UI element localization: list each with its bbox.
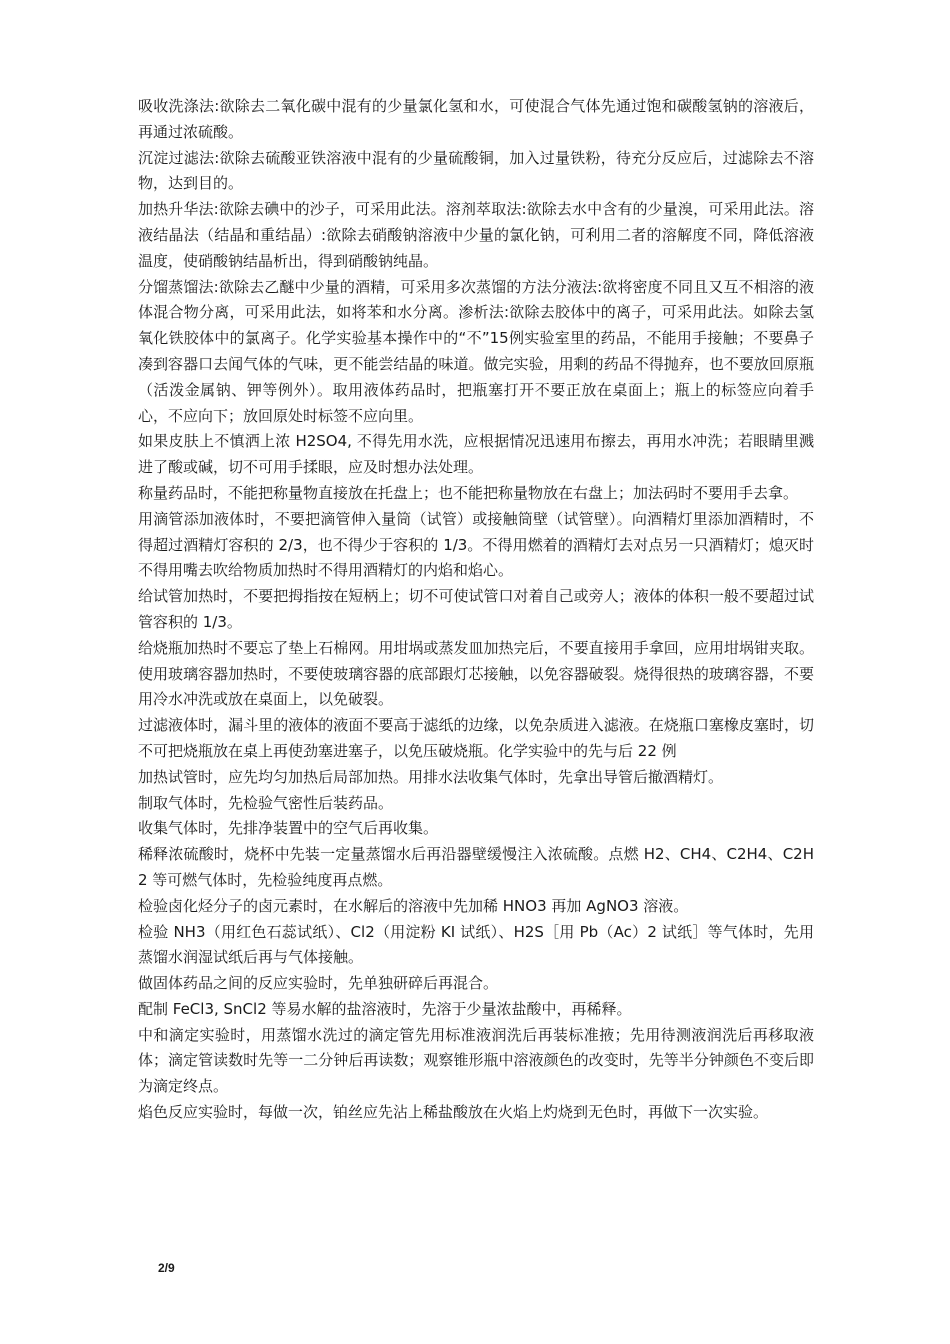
page-number: 2/9 [158,1261,175,1275]
paragraph-sublimation-extraction-crystallization: 加热升华法:欲除去碘中的沙子，可采用此法。溶剂萃取法:欲除去水中含有的少量溴，可采用此法。溶液结晶法（结晶和重结晶）:欲除去硝酸钠溶液中少量的氯化钠，可利用二者的溶解度不同，降低溶液温度，使硝酸钠结晶析出，得到硝酸钠纯晶。 [138,200,814,270]
paragraph-filtration-stopper: 过滤液体时，漏斗里的液体的液面不要高于滤纸的边缘，以免杂质进入滤液。在烧瓶口塞橡皮塞时，切不可把烧瓶放在桌上再使劲塞进塞子，以免压破烧瓶。化学实验中的先与后 22 例 [138,716,814,760]
paragraph-titration: 中和滴定实验时，用蒸馏水洗过的滴定管先用标准液润洗后再装标准掖；先用待测液润洗后再移取液体；滴定管读数时先等一二分钟后再读数；观察锥形瓶中溶液颜色的改变时，先等半分钟颜色不变后即为滴定终点。 [138,1025,814,1096]
paragraph-distillation-dialysis-rules: 分馏蒸馏法:欲除去乙醚中少量的酒精，可采用多次蒸馏的方法分液法:欲将密度不同且又互不相溶的液体混合物分离，可采用此法，如将苯和水分离。渗析法:欲除去胶体中的离子，可采用此法。如除去氢氧化铁胶体中的氯离子。化学实验基本操作中的“不”15例实验室里的药品，不能用手接触；不要鼻子凑到容器口去闻气体的气味，更不能尝结晶的味道。做完实验，用剩的药品不得抛弃，也不要放回原瓶（活泼金属钠、钾等例外）。取用液体药品时，把瓶塞打开不要正放在桌面上；瓶上的标签应向着手心，不应向下；放回原处时标签不应向里。 [138,277,814,425]
document-body [138,94,814,1126]
paragraph-heating-order: 加热试管时，应先均匀加热后局部加热。用排水法收集气体时，先拿出导管后撤酒精灯。 [138,767,724,786]
paragraph-gas-preparation: 制取气体时，先检验气密性后装药品。 [138,793,394,812]
paragraph-gas-collection: 收集气体时，先排净装置中的空气后再收集。 [138,819,439,838]
paragraph-dropper-alcohol-lamp: 用滴管添加液体时，不要把滴管伸入量筒（试管）或接触筒壁（试管壁）。向酒精灯里添加酒精时，不得超过酒精灯容积的 2/3，也不得少于容积的 1/3。不得用燃着的酒精灯去对点另一只酒精灯；熄灭时不得用嘴去吹给物质加热时不得用酒精灯的内焰和焰心。 [138,509,814,580]
paragraph-absorption-washing: 吸收洗涤法:欲除去二氧化碳中混有的少量氯化氢和水，可使混合气体先通过饱和碳酸氢钠的溶液后，再通过浓硫酸。 [138,97,814,141]
paragraph-gas-test-paper: 检验 NH3（用红色石蕊试纸）、Cl2（用淀粉 KI 试纸）、H2S［用 Pb（Ac）2 试纸］等气体时，先用蒸馏水润湿试纸后再与气体接触。 [138,922,814,967]
paragraph-dilution-ignition: 稀释浓硫酸时，烧杯中先装一定量蒸馏水后再沿器壁缓慢注入浓硫酸。点燃 H2、CH4、C2H4、C2H2 等可燃气体时，先检验纯度再点燃。 [138,845,814,889]
paragraph-halogen-test: 检验卤化烃分子的卤元素时，在水解后的溶液中先加稀 HNO3 再加 AgNO3 溶液。 [138,896,689,915]
paragraph-weighing: 称量药品时，不能把称量物直接放在托盘上；也不能把称量物放在右盘上；加法码时不要用手去拿。 [138,483,799,502]
paragraph-acid-skin-safety: 如果皮肤上不慎洒上浓 H2SO4, 不得先用水洗，应根据情况迅速用布擦去，再用水冲洗；若眼睛里溅进了酸或碱，切不可用手揉眼，应及时想办法处理。 [138,432,814,477]
paragraph-precipitation-filtration: 沉淀过滤法:欲除去硫酸亚铁溶液中混有的少量硫酸铜，加入过量铁粉，待充分反应后，过滤除去不溶物，达到目的。 [138,148,814,193]
paragraph-heating-test-tube: 给试管加热时，不要把拇指按在短柄上；切不可使试管口对着自己或旁人；液体的体积一般不要超过试管容积的 1/3。 [138,587,814,631]
paragraph-flame-test: 焰色反应实验时，每做一次，铂丝应先沾上稀盐酸放在火焰上灼烧到无色时，再做下一次实验。 [138,1103,769,1122]
paragraph-hydrolysis-salts: 配制 FeCl3, SnCl2 等易水解的盐溶液时，先溶于少量浓盐酸中，再稀释。 [138,999,632,1018]
paragraph-solid-reaction: 做固体药品之间的反应实验时，先单独研碎后再混合。 [138,974,499,993]
paragraph-heating-flask: 给烧瓶加热时不要忘了垫上石棉网。用坩埚或蒸发皿加热完后，不要直接用手拿回，应用坩埚钳夹取。使用玻璃容器加热时，不要使玻璃容器的底部跟灯芯接触，以免容器破裂。烧得很热的玻璃容器，不要用冷水冲洗或放在桌面上，以免破裂。 [138,638,814,709]
